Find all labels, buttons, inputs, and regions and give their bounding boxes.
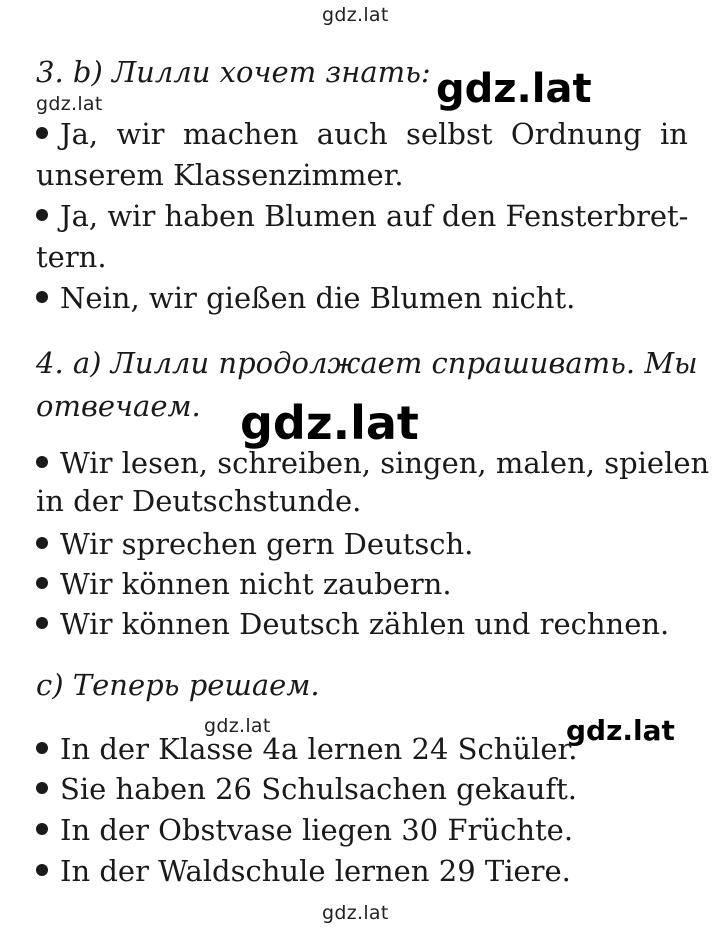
bullet-icon [36, 864, 48, 876]
item-text: Ja, wir haben Blumen auf den Fensterbret- [60, 199, 689, 233]
item-text: In der Klasse 4a lernen 24 Schüler. [60, 732, 578, 766]
bullet-icon [36, 291, 48, 303]
item-text: Wir sprechen gern Deutsch. [60, 527, 474, 561]
bullet-icon [36, 577, 48, 589]
section-4a-heading-cont: отвечаем. [36, 389, 201, 423]
section-3b-heading: 3. b) Лилли хочет знать: [36, 55, 431, 89]
watermark-top: gdz.lat [322, 4, 389, 26]
list-item-continuation: in der Deutschstunde. [36, 484, 362, 518]
item-text: In der Waldschule lernen 29 Tiere. [60, 854, 571, 888]
list-item [36, 732, 688, 766]
item-text: Wir lesen, schreiben, singen, malen, spielen [60, 446, 710, 480]
list-item [36, 199, 688, 233]
item-text: Sie haben 26 Schulsachen gekauft. [60, 772, 577, 806]
watermark-large-1: gdz.lat [436, 66, 592, 112]
list-item-continuation: tern. [36, 240, 107, 274]
item-text: Wir können Deutsch zählen und rechnen. [60, 607, 670, 641]
bullet-icon [36, 782, 48, 794]
bullet-icon [36, 456, 48, 468]
list-item [36, 527, 688, 561]
list-item [36, 117, 688, 151]
watermark-mid: gdz.lat [204, 715, 271, 737]
bullet-icon [36, 209, 48, 221]
item-text: In der Obstvase liegen 30 Früchte. [60, 813, 574, 847]
list-item [36, 854, 688, 888]
watermark-bottom: gdz.lat [322, 902, 389, 924]
bullet-icon [36, 617, 48, 629]
section-c-heading: c) Теперь решаем. [36, 668, 320, 702]
list-item [36, 281, 688, 315]
list-item-continuation: unserem Klassenzimmer. [36, 158, 404, 192]
watermark-large-2: gdz.lat [240, 396, 419, 450]
list-item [36, 607, 688, 641]
bullet-icon [36, 823, 48, 835]
list-item [36, 772, 688, 806]
list-item [36, 813, 688, 847]
bullet-icon [36, 742, 48, 754]
list-item [36, 567, 688, 601]
list-item [36, 446, 710, 480]
bullet-icon [36, 127, 48, 139]
watermark-large-3: gdz.lat [566, 714, 675, 747]
item-text: Ja, wir machen auch selbst Ordnung in [60, 117, 688, 151]
watermark-left: gdz.lat [36, 93, 103, 115]
section-4a-heading: 4. a) Лилли продолжает спрашивать. Мы [36, 346, 698, 380]
bullet-icon [36, 537, 48, 549]
item-text: Wir können nicht zaubern. [60, 567, 452, 601]
item-text: Nein, wir gießen die Blumen nicht. [60, 281, 576, 315]
